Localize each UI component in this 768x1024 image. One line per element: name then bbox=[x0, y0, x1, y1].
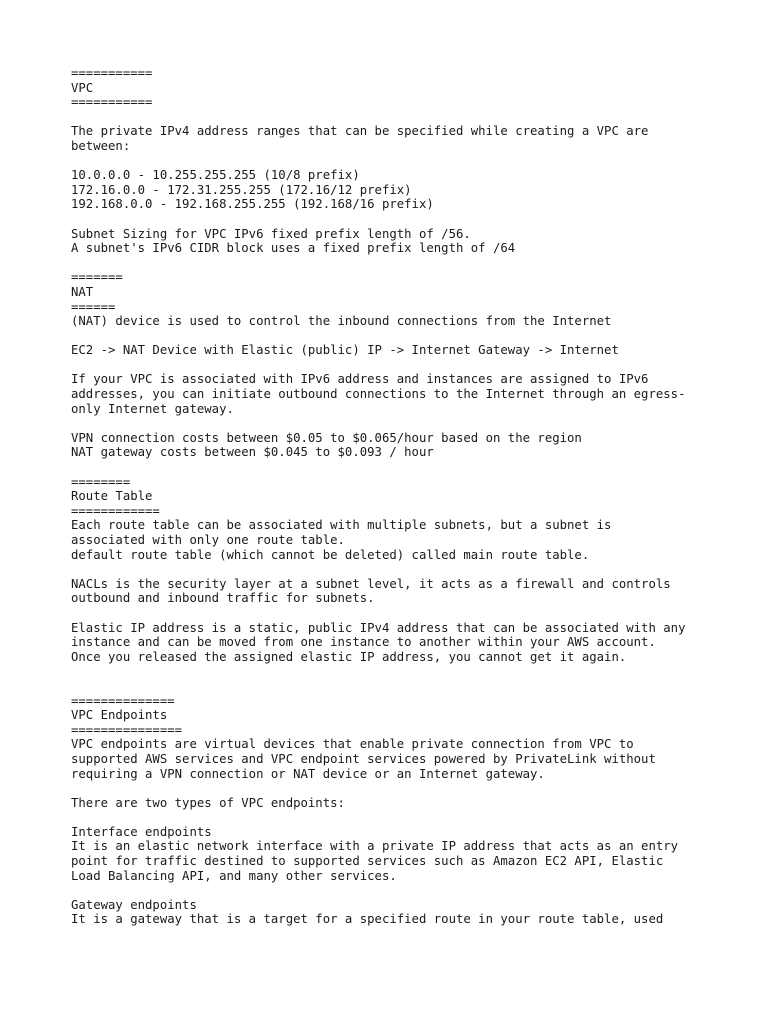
text-line: Interface endpoints bbox=[71, 824, 212, 839]
text-line: VPC bbox=[71, 80, 94, 95]
text-line: =========== bbox=[71, 95, 153, 110]
text-line: A subnet's IPv6 CIDR block uses a fixed prefix length of /64 bbox=[71, 241, 516, 256]
text-line: It is a gateway that is a target for a specified route in your route table, used bbox=[71, 912, 664, 927]
text-line: Load Balancing API, and many other services. bbox=[71, 868, 397, 883]
text-line bbox=[71, 883, 731, 898]
text-line: Route Table bbox=[71, 489, 153, 504]
text-line: addresses, you can initiate outbound connections to the Internet through an egress- bbox=[71, 387, 686, 402]
text-line: (NAT) device is used to control the inbound connections from the Internet bbox=[71, 314, 612, 329]
text-line bbox=[71, 329, 731, 344]
text-line: requiring a VPN connection or NAT device or an Internet gateway. bbox=[71, 766, 545, 781]
text-line: Each route table can be associated with multiple subnets, but a subnet is bbox=[71, 518, 612, 533]
text-line: only Internet gateway. bbox=[71, 401, 234, 416]
text-line: Elastic IP address is a static, public IPv4 address that can be associated with any bbox=[71, 620, 686, 635]
text-line: default route table (which cannot be deleted) called main route table. bbox=[71, 547, 590, 562]
text-line bbox=[71, 154, 731, 169]
document-page bbox=[71, 66, 731, 927]
text-line bbox=[71, 810, 731, 825]
text-line: NAT bbox=[71, 284, 94, 299]
text-line: VPN connection costs between $0.05 to $0.065/hour based on the region bbox=[71, 430, 582, 445]
text-line: VPC Endpoints bbox=[71, 708, 168, 723]
text-line: ====== bbox=[71, 299, 116, 314]
text-line: associated with only one route table. bbox=[71, 533, 345, 547]
text-line bbox=[71, 679, 731, 694]
text-line: point for traffic destined to supported services such as Amazon EC2 API, Elastic bbox=[71, 854, 664, 869]
text-line bbox=[71, 256, 731, 271]
text-line: There are two types of VPC endpoints: bbox=[71, 795, 345, 810]
text-line: outbound and inbound traffic for subnets. bbox=[71, 591, 375, 606]
text-line: Gateway endpoints bbox=[71, 897, 197, 912]
text-line: It is an elastic network interface with a private IP address that acts as an entry bbox=[71, 839, 679, 854]
text-line bbox=[71, 664, 731, 679]
text-line: VPC endpoints are virtual devices that enable private connection from VPC to bbox=[71, 737, 634, 752]
text-line: =========== bbox=[71, 66, 153, 80]
text-line: ============== bbox=[71, 693, 175, 708]
text-line bbox=[71, 562, 731, 577]
text-line: If your VPC is associated with IPv6 address and instances are assigned to IPv6 bbox=[71, 372, 649, 387]
text-line bbox=[71, 110, 731, 125]
text-line bbox=[71, 781, 731, 796]
text-line: ============ bbox=[71, 503, 160, 518]
text-line: instance and can be moved from one instance to another within your AWS account. bbox=[71, 635, 656, 650]
text-line bbox=[71, 606, 731, 621]
text-line bbox=[71, 460, 731, 475]
text-line bbox=[71, 212, 731, 227]
text-line: supported AWS services and VPC endpoint services powered by PrivateLink without bbox=[71, 751, 656, 766]
text-line bbox=[71, 416, 731, 431]
text-line: ======== bbox=[71, 474, 131, 489]
text-line: =============== bbox=[71, 722, 183, 737]
text-line: Once you released the assigned elastic IP address, you cannot get it again. bbox=[71, 649, 627, 664]
text-line: ======= bbox=[71, 270, 123, 285]
text-line: Subnet Sizing for VPC IPv6 fixed prefix length of /56. bbox=[71, 226, 471, 241]
text-line bbox=[71, 358, 731, 373]
text-line: The private IPv4 address ranges that can be specified while creating a VPC are bbox=[71, 124, 649, 139]
text-line: 192.168.0.0 - 192.168.255.255 (192.168/16 prefix) bbox=[71, 197, 434, 212]
text-line: NACLs is the security layer at a subnet level, it acts as a firewall and controls bbox=[71, 576, 671, 591]
text-line: 10.0.0.0 - 10.255.255.255 (10/8 prefix) bbox=[71, 168, 360, 183]
text-line: between: bbox=[71, 138, 131, 153]
text-line: 172.16.0.0 - 172.31.255.255 (172.16/12 prefix) bbox=[71, 182, 412, 197]
text-line: NAT gateway costs between $0.045 to $0.093 / hour bbox=[71, 445, 434, 460]
text-line: EC2 -> NAT Device with Elastic (public) IP -> Internet Gateway -> Internet bbox=[71, 343, 619, 358]
